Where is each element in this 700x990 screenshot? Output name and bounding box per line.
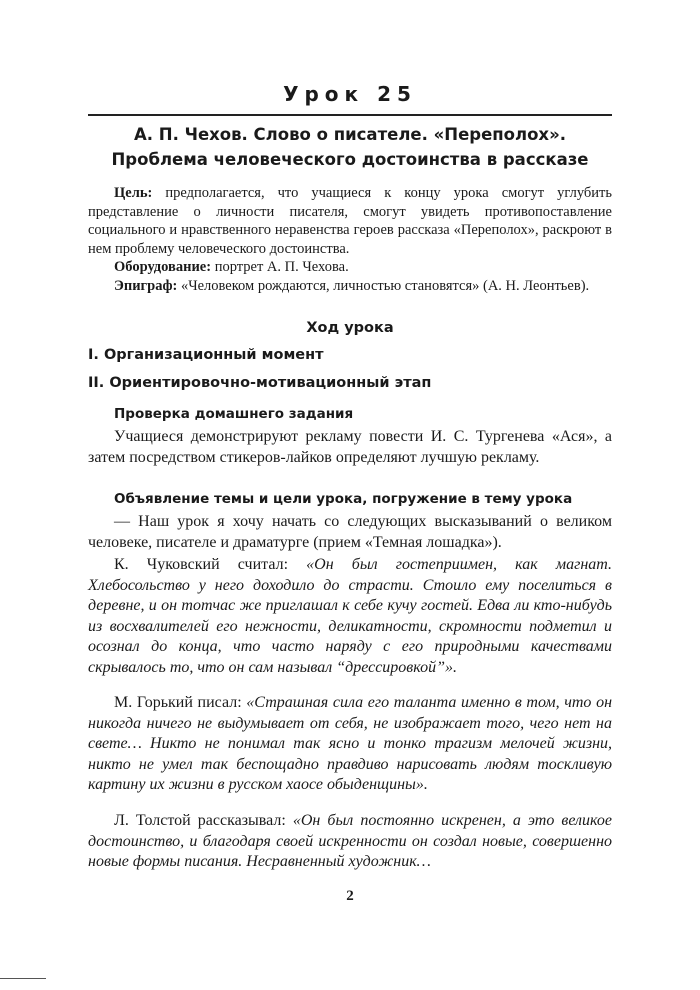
epigraph-paragraph [88, 277, 612, 296]
epigraph-label: Эпиграф: [114, 278, 178, 294]
goal-paragraph [88, 184, 612, 258]
tolstoy-paragraph [88, 811, 612, 873]
tolstoy-quote: «Он был постоянно искренен, а это великое достоинство, и благодаря своей искренности он создал новые, совершенно новые формы писания. Несравненный художник… [88, 812, 612, 870]
subsection-homework: Проверка домашнего задания [114, 406, 354, 422]
homework-paragraph: Учащиеся демонстрируют рекламу повести И. С. Тургенева «Ася», а затем посредством стикеров-лайков определяют лучшую рекламу. [88, 428, 612, 466]
goal-text: предполагается, что учащиеся к концу урока смогут углубить представление о личности писателя, смогут увидеть противопоставление социального и нравственного неравенства героев рассказа «Переполох», раскроют в нем проблему человеческого достоинства. [88, 185, 612, 257]
equipment-text: портрет А. П. Чехова. [211, 259, 349, 275]
chukovsky-lead: К. Чуковский считал: [114, 556, 307, 573]
intro-paragraph: — Наш урок я хочу начать со следующих высказываний о великом человеке, писателе и драматурге (прием «Темная лошадка»). [88, 513, 612, 551]
topic-line-1: А. П. Чехов. Слово о писателе. «Переполох». [134, 125, 566, 144]
lesson-title: Урок 25 [283, 82, 417, 106]
gorky-quote: «Страшная сила его таланта именно в том, что он никогда ничего не выдумывает от себя, не изображает того, чего нет на свете… Никто не понимал так ясно и тонко трагизм мелочей жизни, никто не умел так беспощадно правдиво нарисовать людям тоскливую картину их жизни в русском хаосе обыденщины». [88, 694, 613, 793]
course-heading: Ход урока [306, 320, 394, 336]
page-number: 2 [346, 888, 354, 904]
crop-mark [0, 978, 46, 979]
gorky-lead: М. Горький писал: [114, 694, 247, 711]
section-organizational: I. Организационный момент [88, 347, 324, 363]
tolstoy-lead: Л. Толстой рассказывал: [114, 812, 293, 829]
chukovsky-quote: «Он был гостеприимен, как магнат. Хлебосольство у него доходило до страсти. Стоило ему поселиться в деревне, и он тотчас же приглашал к себе кучу гостей. Едва ли кто-нибудь из восхвалителей его нежности, деликатности, скромности подметил и осознал до конца, что часто наряду с его природными качествами скрывалось то, что он сам называл “дрессировкой”». [88, 556, 613, 676]
gorky-paragraph [88, 693, 612, 796]
chukovsky-paragraph [88, 555, 612, 678]
title-divider [88, 114, 612, 116]
goal-label: Цель: [114, 185, 153, 201]
topic-heading [88, 122, 612, 172]
topic-line-2: Проблема человеческого достоинства в рассказе [111, 150, 589, 169]
epigraph-text: «Человеком рождаются, личностью становятся» (А. Н. Леонтьев). [177, 278, 590, 294]
subsection-topic-announcement: Объявление темы и цели урока, погружение в тему урока [114, 491, 573, 507]
equipment-paragraph [88, 258, 612, 277]
section-orientation: II. Ориентировочно-мотивационный этап [88, 375, 432, 391]
equipment-label: Оборудование: [114, 259, 212, 275]
